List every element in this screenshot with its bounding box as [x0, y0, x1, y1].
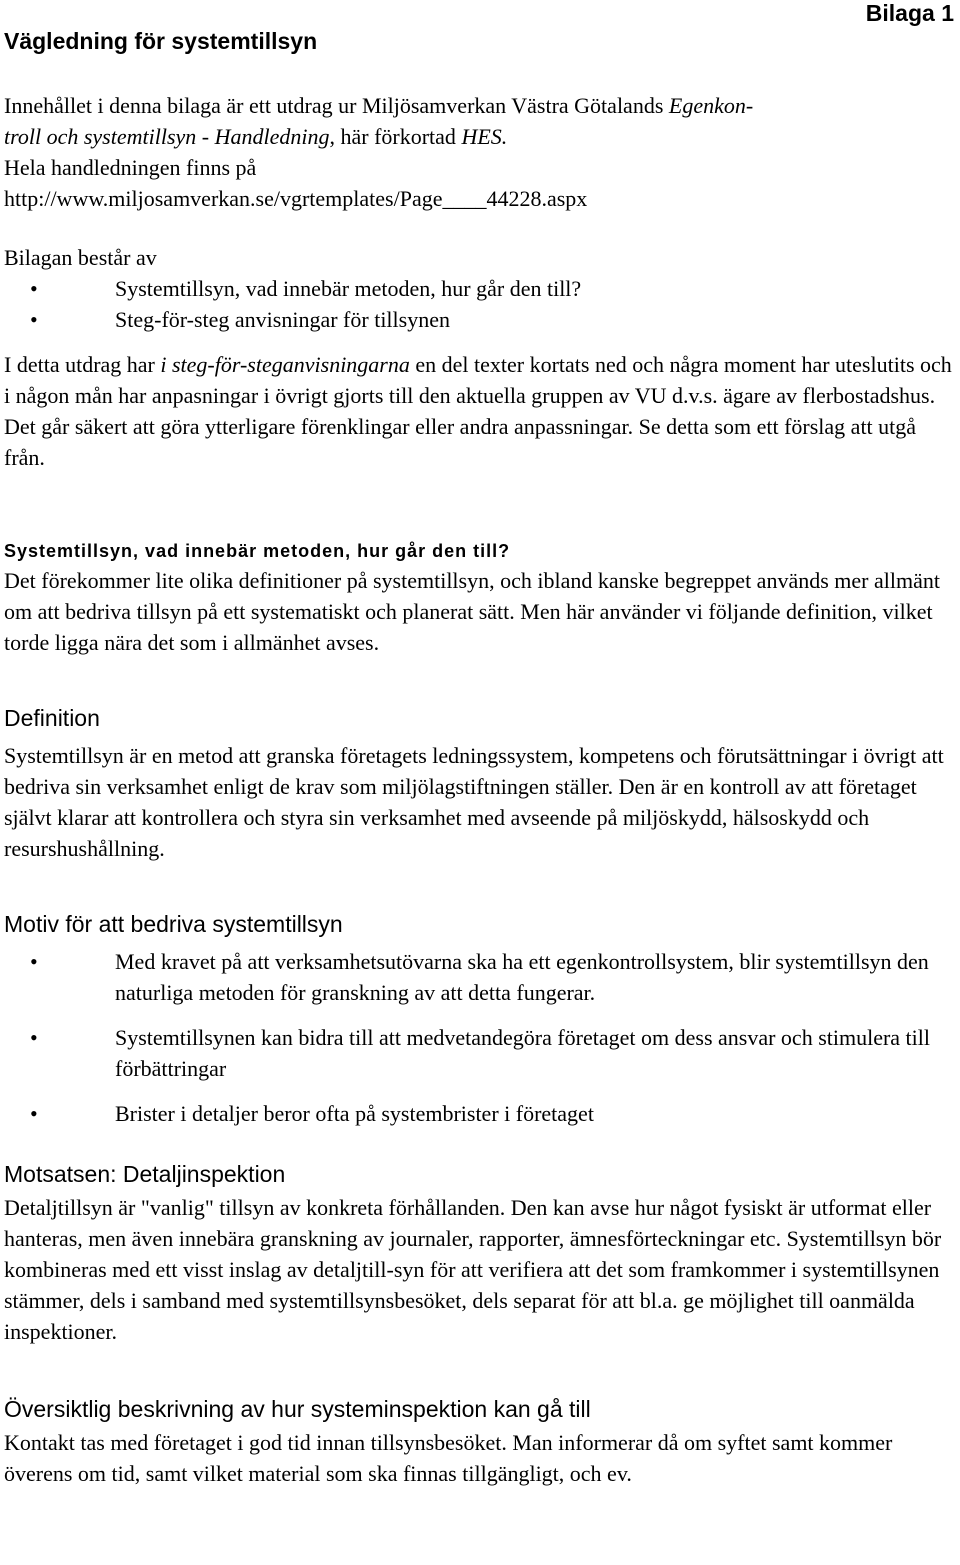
list-item: • Brister i detaljer beror ofta på systembrister i företaget [4, 1098, 956, 1129]
motiv-list [4, 946, 956, 1129]
bullet-icon: • [30, 949, 38, 974]
list-item: • Med kravet på att verksamhetsutövarna ska ha ett egenkontrollsystem, blir systemtillsyn den naturliga metoden för granskning av att detta fungerar. [4, 946, 956, 1008]
contents-list [4, 273, 956, 335]
contents-lead: Bilagan består av [4, 245, 157, 270]
intro-text-mid: , här förkortad [329, 124, 462, 149]
list-item: • Systemtillsynen kan bidra till att medvetandegöra företaget om dess ansvar och stimulera till förbättringar [4, 1022, 956, 1084]
section-heading-definition: Definition [4, 705, 100, 731]
document-body [4, 90, 956, 1489]
section-heading-oversikt: Översiktlig beskrivning av hur systeminspektion kan gå till [4, 1396, 591, 1422]
bullet-icon: • [30, 1101, 38, 1126]
excerpt-italic: i steg-för-steganvisningarna [160, 352, 410, 377]
appendix-label: Bilaga 1 [865, 0, 954, 26]
definition-paragraph: Systemtillsyn är en metod att granska företagets ledningssystem, kompetens och förutsättningar i övrigt att bedriva sin verksamhet enligt de krav som miljölagstiftningen ställer. Den är en kontroll av att företaget självt klarar att kontrollera och styra sin verksamhet med avseende på miljöskydd, hälsoskydd och resurshushållning. [4, 743, 944, 861]
intro-italic-2: troll och systemtillsyn - Handledning [4, 124, 330, 149]
list-item: • Systemtillsyn, vad innebär metoden, hur går den till? [4, 273, 956, 304]
intro-text: Innehållet i denna bilaga är ett utdrag ur Miljösamverkan Västra Götalands [4, 93, 669, 118]
section-heading-motiv: Motiv för att bedriva systemtillsyn [4, 911, 343, 937]
intro-italic-1: Egenkon- [668, 93, 754, 118]
oversikt-paragraph: Kontakt tas med företaget i god tid innan tillsynsbesöket. Man informerar då om syftet samt kommer överens om tid, samt vilket material som ska finnas tillgängligt, och ev. [4, 1430, 893, 1486]
bullet-icon: • [30, 276, 38, 301]
handbook-link[interactable]: http://www.miljosamverkan.se/vgrtemplates/Page____44228.aspx [4, 186, 588, 211]
list-item: • Steg-för-steg anvisningar för tillsynen [4, 304, 956, 335]
document-title: Vägledning för systemtillsyn [4, 28, 318, 54]
section-heading-method: Systemtillsyn, vad innebär metoden, hur går den till? [4, 541, 511, 561]
bullet-icon: • [30, 1025, 38, 1050]
intro-paragraph [4, 90, 956, 152]
intro-line-2: Hela handledningen finns på [4, 155, 257, 180]
bullet-icon: • [30, 307, 38, 332]
excerpt-paragraph: I detta utdrag har i steg-för-steganvisningarna en del texter kortats ned och några moment har uteslutits och i någon mån har anpasningar i övrigt gjorts till den aktuella gruppen av VU d.v.s. ägare av flerbostadshus. Det går säkert att göra ytterligare förenklingar eller andra anpassningar. Se detta som ett förslag att utgå från. [4, 352, 952, 470]
section-heading-detalj: Motsatsen: Detaljinspektion [4, 1161, 286, 1187]
detalj-paragraph: Detaljtillsyn är "vanlig" tillsyn av konkreta förhållanden. Den kan avse hur något fysiskt är utformat eller hanteras, men även innebära granskning av journaler, rapporter, ämnesförteckningar etc. Systemtillsyn bör kombineras med ett visst inslag av detaljtill-syn för att verifiera att det som framkommer i systemtillsynen stämmer, dels i samband med systemtillsynsbesöket, dels separat för att bl.a. ge möjlighet till oanmälda inspektioner. [4, 1195, 942, 1344]
intro-italic-3: HES. [461, 124, 508, 149]
method-paragraph: Det förekommer lite olika definitioner på systemtillsyn, och ibland kanske begreppet används mer allmänt om att bedriva tillsyn på ett systematiskt och planerat sätt. Men här använder vi följande definition, vilket torde ligga nära det som i allmänhet avses. [4, 568, 940, 655]
